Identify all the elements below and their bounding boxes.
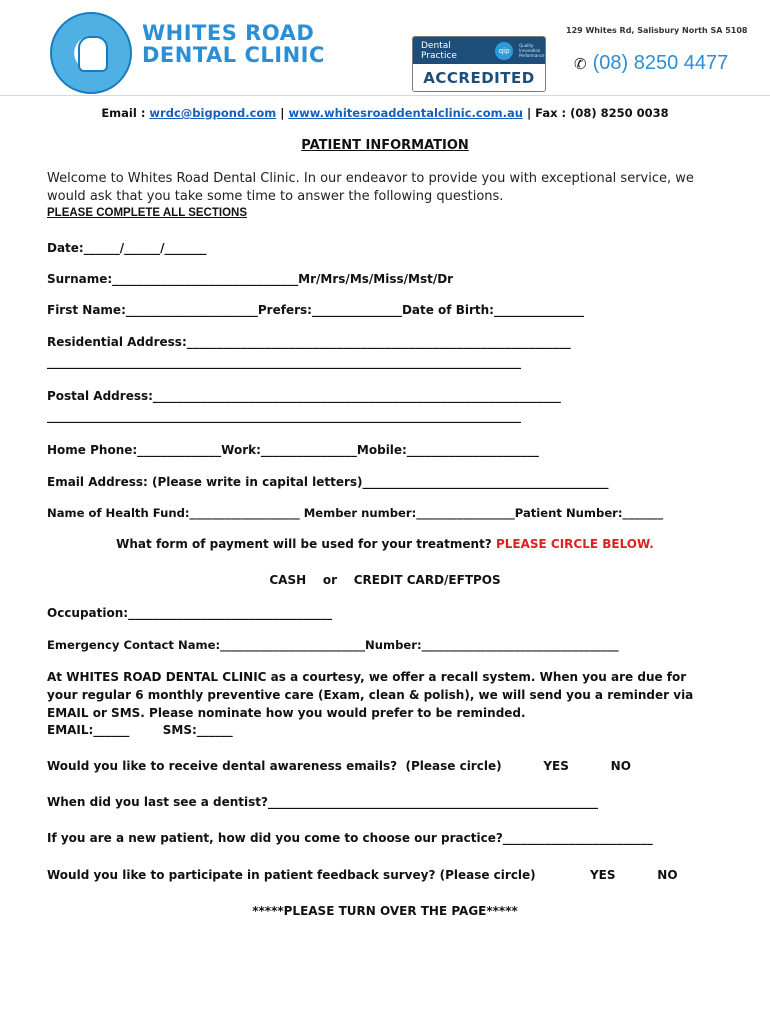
- residential-address-line-2[interactable]: _______________________________________________________________________________: [47, 355, 521, 369]
- occupation-field[interactable]: Occupation:__________________________________: [47, 606, 333, 620]
- website-link[interactable]: www.whitesroaddentalclinic.com.au: [288, 106, 523, 120]
- badge-accredited-text: ACCREDITED: [423, 68, 535, 87]
- accreditation-badge: [412, 36, 546, 92]
- complete-all-note: PLEASE COMPLETE ALL SECTIONS: [47, 207, 247, 219]
- clinic-name: [142, 22, 325, 66]
- new-patient-field[interactable]: If you are a new patient, how did you come to choose our practice?_________________________: [47, 831, 653, 845]
- email-label: Email :: [101, 106, 150, 120]
- phone-icon: ✆: [574, 54, 587, 73]
- recall-paragraph: At WHITES ROAD DENTAL CLINIC as a courtesy, we offer a recall system. When you are due for your regular 6 monthly preventive care (Exam, clean & polish), we will send you a reminder via EMAIL or SMS. Please nominate how you would prefer to be reminded.: [47, 670, 694, 720]
- phone-fields[interactable]: Home Phone:______________Work:________________Mobile:______________________: [47, 443, 539, 457]
- emergency-contact-field[interactable]: Emergency Contact Name:_________________________Number:__________________________________: [47, 638, 619, 652]
- email-address-field[interactable]: Email Address: (Please write in capital letters)_________________________________________: [47, 475, 609, 489]
- postal-address-field[interactable]: Postal Address:____________________________________________________________________: [47, 389, 561, 403]
- tooth-icon: [78, 36, 108, 72]
- payment-options[interactable]: CASH or CREDIT CARD/EFTPOS: [269, 573, 501, 587]
- form-title: PATIENT INFORMATION: [301, 138, 469, 153]
- header-divider: [0, 95, 770, 96]
- recall-options[interactable]: EMAIL:______ SMS:______: [47, 723, 233, 737]
- payment-circle-instruction: PLEASE CIRCLE BELOW.: [495, 537, 654, 551]
- badge-mini-text: Quality Innovation Performance: [519, 43, 545, 58]
- payment-question: [0, 537, 770, 551]
- qip-logo-icon: qip: [495, 42, 513, 60]
- badge-top-text: Dental Practice: [421, 40, 457, 61]
- awareness-question[interactable]: Would you like to receive dental awareness emails? (Please circle) YES NO: [47, 759, 631, 773]
- last-dentist-field[interactable]: When did you last see a dentist?_______________________________________________________: [47, 795, 598, 809]
- contact-line: [0, 106, 770, 120]
- clinic-address: 129 Whites Rd, Salisbury North SA 5108: [566, 26, 748, 35]
- clinic-logo: [50, 12, 132, 94]
- surname-field[interactable]: Surname:_______________________________Mr/Mrs/Ms/Miss/Mst/Dr: [47, 272, 454, 286]
- brand-line-1: WHITES ROAD: [142, 21, 315, 45]
- payment-question-text: What form of payment will be used for your treatment?: [116, 537, 496, 551]
- clinic-phone: [574, 52, 728, 75]
- contact-separator: |: [276, 106, 289, 120]
- turn-over-note: *****PLEASE TURN OVER THE PAGE*****: [252, 904, 518, 918]
- phone-number: (08) 8250 4477: [592, 52, 729, 74]
- first-name-field[interactable]: First Name:______________________Prefers:_______________Date of Birth:_______________: [47, 303, 584, 317]
- date-field[interactable]: Date:______/______/_______: [47, 241, 207, 255]
- postal-address-line-2[interactable]: _______________________________________________________________________________: [47, 409, 521, 423]
- feedback-question[interactable]: Would you like to participate in patient feedback survey? (Please circle) YES NO: [47, 868, 678, 882]
- health-fund-field[interactable]: Name of Health Fund:___________________ Member number:_________________Patient Number:_______: [47, 506, 664, 520]
- fax-text: | Fax : (08) 8250 0038: [522, 106, 669, 120]
- email-link[interactable]: wrdc@bigpond.com: [149, 106, 277, 120]
- brand-line-2: DENTAL CLINIC: [142, 43, 325, 67]
- letterhead: [0, 0, 770, 95]
- residential-address-field[interactable]: Residential Address:________________________________________________________________: [47, 335, 571, 349]
- intro-text: Welcome to Whites Road Dental Clinic. In our endeavor to provide you with exceptional service, we would ask that you take some time to answer the following questions.: [47, 171, 694, 204]
